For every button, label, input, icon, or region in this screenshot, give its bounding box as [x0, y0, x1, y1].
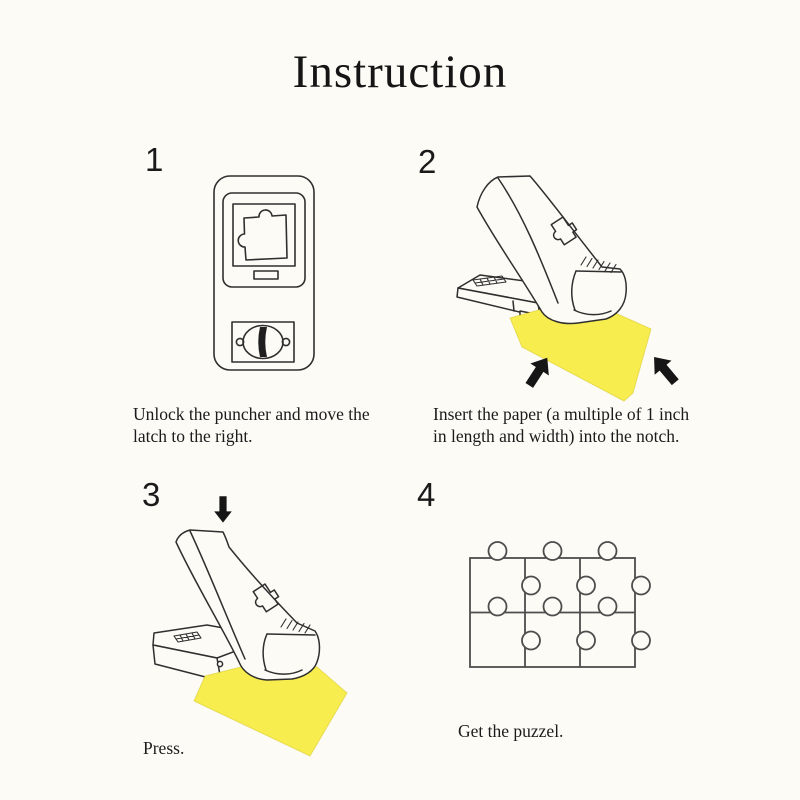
puzzle-knob — [522, 577, 540, 595]
step-2-caption — [433, 404, 733, 447]
puzzle-knob — [489, 598, 507, 616]
puzzle-knob — [544, 542, 562, 560]
puzzle-knob — [522, 632, 540, 650]
puzzle-knob — [577, 577, 595, 595]
puncher-top-view-illustration — [211, 174, 317, 374]
puncher-insert-illustration — [450, 165, 690, 407]
puzzle-knob — [544, 598, 562, 616]
caption-line: Press. — [143, 738, 185, 758]
step-3-number: 3 — [142, 476, 161, 513]
caption-line: latch to the right. — [133, 425, 253, 446]
press-down-arrow-icon — [214, 496, 232, 522]
puncher-press-illustration — [145, 495, 395, 760]
caption-line: Get the puzzel. — [458, 721, 564, 741]
puzzle-knob — [599, 598, 617, 616]
step-1-caption — [133, 404, 401, 447]
puzzle-knob — [489, 542, 507, 560]
step-2-number: 2 — [418, 143, 437, 180]
caption-line: Unlock the puncher and move the — [133, 404, 370, 424]
step-4-caption — [458, 721, 563, 743]
puncher-body — [214, 176, 314, 370]
base-knob — [217, 661, 222, 666]
page-title: Instruction — [292, 46, 508, 98]
puzzle-knob — [632, 577, 650, 595]
step-4-number: 4 — [417, 476, 436, 513]
insert-direction-arrow-right-icon — [646, 350, 684, 389]
caption-line: in length and width) into the notch. — [433, 425, 680, 446]
puzzle-knob — [599, 542, 617, 560]
caption-line: Insert the paper (a multiple of 1 inch — [433, 404, 690, 424]
step-3-caption — [143, 738, 184, 760]
puzzle-knob — [632, 632, 650, 650]
puzzle-result-illustration — [465, 538, 657, 678]
puzzle-grid — [470, 542, 650, 667]
step-1-number: 1 — [145, 141, 164, 178]
puzzle-knob — [577, 632, 595, 650]
